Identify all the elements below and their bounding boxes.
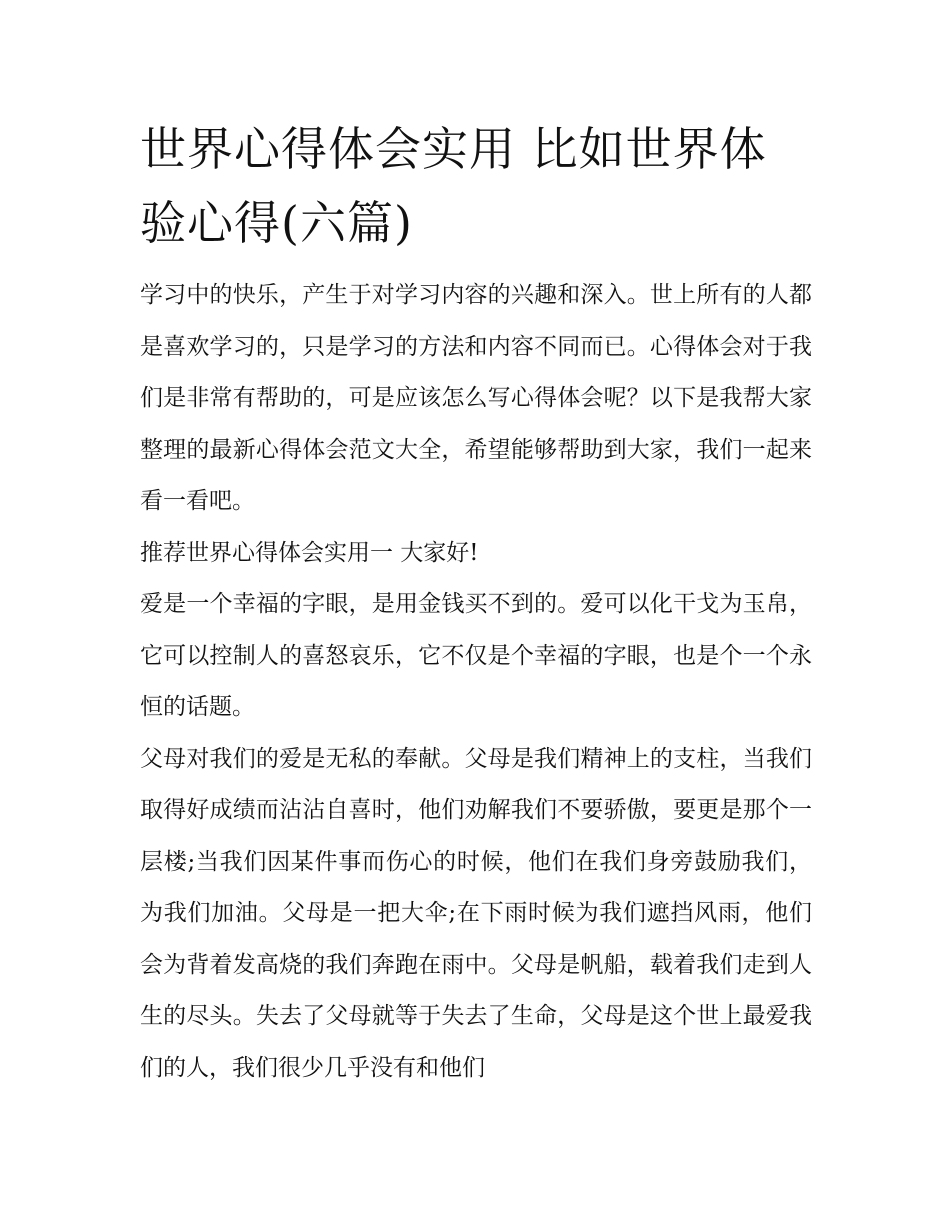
paragraph-parents: 父母对我们的爱是无私的奉献。父母是我们精神上的支柱，当我们取得好成绩而沾沾自喜时，他们劝解我们不要骄傲，要更是那个一层楼;当我们因某件事而伤心的时候，他们在我们身旁鼓励我们，为我们加油。父母是一把大伞;在下雨时候为我们遮挡风雨，他们会为背着发高烧的我们奔跑在雨中。父母是帆船，载着我们走到人生的尽头。失去了父母就等于失去了生命，父母是这个世上最爱我们的人，我们很少几乎没有和他们 xyxy=(140,745,812,1081)
document-title: 世界心得体会实用 比如世界体验心得(六篇) xyxy=(140,122,767,250)
document-page xyxy=(140,112,812,1094)
paragraph-intro: 学习中的快乐，产生于对学习内容的兴趣和深入。世上所有的人都是喜欢学习的，只是学习的方法和内容不同而已。心得体会对于我们是非常有帮助的，可是应该怎么写心得体会呢？以下是我帮大家整理的最新心得体会范文大全，希望能够帮助到大家，我们一起来看一看吧。 xyxy=(140,282,812,514)
paragraph-love: 爱是一个幸福的字眼，是用金钱买不到的。爱可以化干戈为玉帛，它可以控制人的喜怒哀乐，它不仅是个幸福的字眼，也是个一个永恒的话题。 xyxy=(140,591,812,720)
paragraph-section-heading: 推荐世界心得体会实用一 大家好! xyxy=(140,539,479,566)
